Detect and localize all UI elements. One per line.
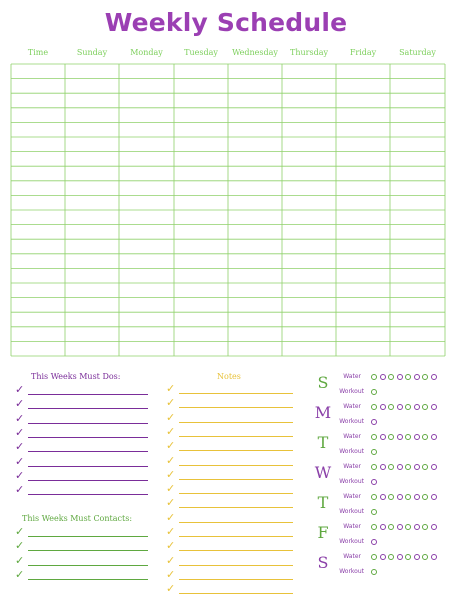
- checkmark-icon: ✓: [15, 483, 25, 497]
- checkmark-icon: ✓: [15, 539, 25, 553]
- water-glass-circle[interactable]: [431, 524, 437, 530]
- water-label: Water: [343, 553, 361, 560]
- water-glass-circle[interactable]: [414, 404, 420, 410]
- checklist-item[interactable]: [15, 468, 175, 485]
- write-in-line[interactable]: [179, 522, 293, 523]
- water-label: Water: [343, 403, 361, 410]
- water-glass-circle[interactable]: [405, 404, 411, 410]
- water-glass-circle[interactable]: [388, 434, 394, 440]
- water-glass-circle[interactable]: [397, 554, 403, 560]
- column-header-tuesday: Tuesday: [184, 48, 218, 57]
- write-in-line[interactable]: [28, 408, 148, 409]
- day-letter: T: [317, 433, 329, 452]
- water-glass-circle[interactable]: [380, 494, 386, 500]
- checkmark-icon: ✓: [166, 410, 176, 424]
- write-in-line[interactable]: [179, 422, 293, 423]
- write-in-line[interactable]: [28, 550, 148, 551]
- workout-label: Workout: [339, 448, 364, 455]
- checklist-item[interactable]: [15, 399, 175, 413]
- water-glass-circle[interactable]: [431, 494, 437, 500]
- write-in-line[interactable]: [179, 550, 293, 551]
- write-in-line[interactable]: [28, 579, 148, 580]
- water-glass-circle[interactable]: [405, 524, 411, 530]
- water-glass-circle[interactable]: [422, 524, 428, 530]
- checklist-item[interactable]: [166, 467, 326, 484]
- workout-label: Workout: [339, 388, 364, 395]
- workout-label: Workout: [339, 418, 364, 425]
- water-glass-circle[interactable]: [397, 434, 403, 440]
- checkmark-icon: ✓: [15, 411, 25, 425]
- must-dos-title: This Weeks Must Dos:: [31, 372, 121, 381]
- water-glass-circle[interactable]: [414, 434, 420, 440]
- water-glass-circle[interactable]: [380, 434, 386, 440]
- water-glass-circle[interactable]: [431, 434, 437, 440]
- water-glass-circle[interactable]: [388, 554, 394, 560]
- checklist-item[interactable]: [15, 454, 175, 471]
- water-glass-circle[interactable]: [422, 404, 428, 410]
- checklist-item[interactable]: [15, 442, 175, 456]
- checkmark-icon: ✓: [166, 496, 176, 510]
- workout-circle[interactable]: [371, 419, 377, 425]
- checkmark-icon: ✓: [166, 396, 176, 410]
- checkmark-icon: ✓: [166, 525, 176, 538]
- column-header-monday: Monday: [130, 48, 163, 57]
- workout-circle[interactable]: [371, 479, 377, 485]
- checkmark-icon: ✓: [166, 439, 176, 453]
- water-glass-circle[interactable]: [397, 404, 403, 410]
- water-glass-circle[interactable]: [380, 464, 386, 470]
- day-letter: F: [317, 523, 329, 542]
- water-glass-circle[interactable]: [422, 464, 428, 470]
- water-glass-circle[interactable]: [371, 464, 377, 470]
- water-glass-circle[interactable]: [405, 554, 411, 560]
- workout-label: Workout: [339, 478, 364, 485]
- checklist-item[interactable]: [15, 553, 176, 570]
- notes-title: Notes: [217, 372, 241, 381]
- write-in-line[interactable]: [179, 436, 293, 437]
- workout-circle[interactable]: [371, 449, 377, 455]
- water-glass-circle[interactable]: [397, 464, 403, 470]
- day-letter: S: [317, 373, 329, 392]
- workout-label: Workout: [339, 568, 364, 575]
- checklist-item[interactable]: [15, 385, 175, 399]
- checkmark-icon: ✓: [15, 440, 25, 454]
- checkmark-icon: ✓: [166, 553, 176, 567]
- water-glass-circle[interactable]: [380, 524, 386, 530]
- checklist-item[interactable]: [166, 398, 326, 412]
- water-glass-circle[interactable]: [371, 404, 377, 410]
- water-glass-circle[interactable]: [397, 524, 403, 530]
- day-letter: S: [317, 553, 329, 572]
- page-title: Weekly Schedule: [104, 8, 348, 37]
- checklist-item[interactable]: [166, 553, 326, 570]
- water-glass-circle[interactable]: [405, 464, 411, 470]
- water-glass-circle[interactable]: [388, 374, 394, 380]
- workout-circle[interactable]: [371, 509, 377, 515]
- checklist-item[interactable]: [166, 584, 326, 598]
- write-in-line[interactable]: [28, 480, 148, 481]
- water-glass-circle[interactable]: [405, 494, 411, 500]
- checkmark-icon: ✓: [15, 525, 25, 538]
- write-in-line[interactable]: [179, 579, 293, 580]
- checkmark-icon: ✓: [15, 553, 25, 567]
- water-glass-circle[interactable]: [380, 404, 386, 410]
- water-glass-circle[interactable]: [388, 494, 394, 500]
- checklist-item[interactable]: [166, 498, 326, 512]
- checkmark-icon: ✓: [15, 468, 25, 482]
- workout-circle[interactable]: [371, 539, 377, 545]
- column-header-thursday: Thursday: [290, 48, 328, 57]
- day-letter: T: [317, 493, 329, 512]
- workout-label: Workout: [339, 538, 364, 545]
- write-in-line[interactable]: [179, 479, 293, 480]
- water-glass-circle[interactable]: [431, 374, 437, 380]
- column-header-wednesday: Wednesday: [232, 48, 278, 57]
- column-header-saturday: Saturday: [399, 48, 436, 57]
- checkmark-icon: ✓: [166, 467, 176, 481]
- checkmark-icon: ✓: [166, 582, 176, 596]
- checkmark-icon: ✓: [15, 425, 25, 439]
- checkmark-icon: ✓: [166, 382, 176, 395]
- checklist-item[interactable]: [15, 527, 175, 541]
- column-header-friday: Friday: [349, 48, 377, 57]
- checkmark-icon: ✓: [15, 383, 25, 396]
- checklist-item[interactable]: [166, 453, 326, 470]
- water-glass-circle[interactable]: [397, 374, 403, 380]
- workout-label: Workout: [339, 508, 364, 515]
- write-in-line[interactable]: [179, 536, 293, 537]
- checklist-item[interactable]: [166, 424, 326, 441]
- checklist-item[interactable]: [166, 510, 326, 527]
- day-letter: M: [314, 403, 332, 422]
- workout-circle[interactable]: [371, 389, 377, 395]
- checkmark-icon: ✓: [166, 424, 176, 438]
- must-contacts-title: This Weeks Must Contacts:: [22, 514, 133, 523]
- water-glass-circle[interactable]: [371, 434, 377, 440]
- write-in-line[interactable]: [28, 423, 148, 424]
- checkmark-icon: ✓: [166, 510, 176, 524]
- checklist-item[interactable]: [166, 567, 326, 584]
- water-glass-circle[interactable]: [371, 524, 377, 530]
- checkmark-icon: ✓: [166, 453, 176, 467]
- water-glass-circle[interactable]: [414, 494, 420, 500]
- write-in-line[interactable]: [179, 465, 293, 466]
- checkmark-icon: ✓: [166, 567, 176, 581]
- write-in-line[interactable]: [179, 407, 293, 408]
- water-glass-circle[interactable]: [388, 404, 394, 410]
- water-label: Water: [343, 373, 361, 380]
- checklist-item[interactable]: [166, 441, 326, 455]
- checklist-item[interactable]: [166, 527, 326, 541]
- water-glass-circle[interactable]: [405, 434, 411, 440]
- checklist-item[interactable]: [15, 485, 175, 499]
- write-in-line[interactable]: [179, 393, 293, 394]
- water-glass-circle[interactable]: [414, 464, 420, 470]
- water-glass-circle[interactable]: [414, 374, 420, 380]
- water-glass-circle[interactable]: [431, 404, 437, 410]
- checkmark-icon: ✓: [15, 454, 25, 468]
- water-glass-circle[interactable]: [422, 494, 428, 500]
- column-header-sunday: Sunday: [76, 48, 108, 57]
- water-glass-circle[interactable]: [371, 374, 377, 380]
- write-in-line[interactable]: [179, 507, 293, 508]
- checklist-item[interactable]: [166, 410, 326, 427]
- water-glass-circle[interactable]: [405, 374, 411, 380]
- water-glass-circle[interactable]: [422, 554, 428, 560]
- checklist-item[interactable]: [15, 411, 175, 428]
- water-glass-circle[interactable]: [371, 554, 377, 560]
- day-letter: W: [314, 463, 332, 482]
- water-glass-circle[interactable]: [371, 494, 377, 500]
- write-in-line[interactable]: [28, 565, 148, 566]
- write-in-line[interactable]: [28, 394, 148, 395]
- water-label: Water: [343, 523, 361, 530]
- water-glass-circle[interactable]: [431, 464, 437, 470]
- water-label: Water: [343, 433, 361, 440]
- checkmark-icon: ✓: [15, 567, 25, 581]
- water-glass-circle[interactable]: [388, 524, 394, 530]
- checkmark-icon: ✓: [15, 397, 25, 411]
- water-glass-circle[interactable]: [431, 554, 437, 560]
- checklist-item[interactable]: [15, 567, 176, 584]
- write-in-line[interactable]: [28, 451, 148, 452]
- checklist-item[interactable]: [15, 541, 175, 555]
- write-in-line[interactable]: [28, 536, 148, 537]
- water-label: Water: [343, 463, 361, 470]
- water-glass-circle[interactable]: [388, 464, 394, 470]
- workout-circle[interactable]: [371, 569, 377, 575]
- water-glass-circle[interactable]: [414, 524, 420, 530]
- water-label: Water: [343, 493, 361, 500]
- water-glass-circle[interactable]: [422, 434, 428, 440]
- checklist-item[interactable]: [166, 484, 326, 498]
- water-glass-circle[interactable]: [414, 554, 420, 560]
- write-in-line[interactable]: [179, 450, 293, 451]
- water-glass-circle[interactable]: [380, 554, 386, 560]
- water-glass-circle[interactable]: [397, 494, 403, 500]
- checkmark-icon: ✓: [166, 482, 176, 496]
- checklist-item[interactable]: [166, 541, 326, 555]
- checkmark-icon: ✓: [166, 539, 176, 553]
- write-in-line[interactable]: [28, 494, 148, 495]
- write-in-line[interactable]: [28, 466, 148, 467]
- write-in-line[interactable]: [28, 437, 148, 438]
- water-glass-circle[interactable]: [380, 374, 386, 380]
- write-in-line[interactable]: [179, 493, 293, 494]
- checklist-item[interactable]: [15, 425, 175, 442]
- write-in-line[interactable]: [179, 565, 293, 566]
- checklist-item[interactable]: [166, 384, 326, 398]
- water-glass-circle[interactable]: [422, 374, 428, 380]
- column-header-time: Time: [27, 48, 49, 57]
